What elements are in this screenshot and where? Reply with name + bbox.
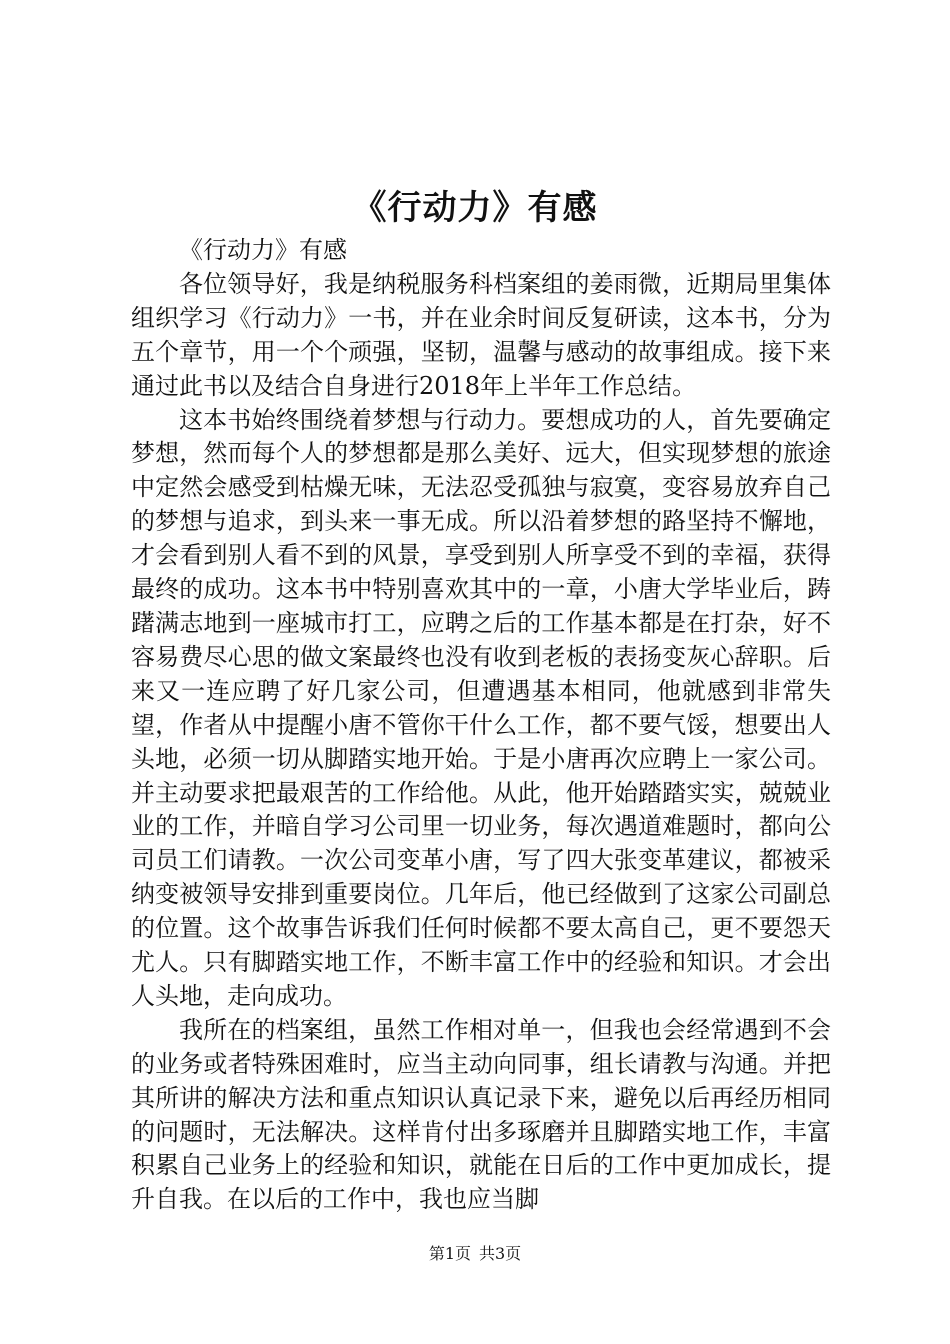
paragraph-intro: 各位领导好，我是纳税服务科档案组的姜雨微，近期局里集体组织学习《行动力》一书，并在业余时间反复研读，这本书，分为五个章节，用一个个顽强，坚韧，温馨与感动的故事组成。接下来通过此书以及结合自身进行2018年上半年工作总结。: [131, 269, 831, 400]
document-title: 《行动力》有感: [352, 188, 598, 228]
paragraph-book-summary: 这本书始终围绕着梦想与行动力。要想成功的人，首先要确定梦想，然而每个人的梦想都是那么美好、远大，但实现梦想的旅途中定然会感受到枯燥无味，无法忍受孤独与寂寞，变容易放弃自己的梦想与追求，到头来一事无成。所以沿着梦想的路坚持不懈地，才会看到别人看不到的风景，享受到别人所享受不到的幸福，获得最终的成功。这本书中特别喜欢其中的一章，小唐大学毕业后，踌躇满志地到一座城市打工，应聘之后的工作基本都是在打杂，好不容易费尽心思的做文案最终也没有收到老板的表扬变灰心辞职。后来又一连应聘了好几家公司，但遭遇基本相同，他就感到非常失望，作者从中提醒小唐不管你干什么工作，都不要气馁，想要出人头地，必须一切从脚踏实地开始。于是小唐再次应聘上一家公司。并主动要求把最艰苦的工作给他。从此，他开始踏踏实实，兢兢业业的工作，并暗自学习公司里一切业务，每次遇道难题时，都向公司员工们请教。一次公司变革小唐，写了四大张变革建议，都被采纳变被领导安排到重要岗位。几年后，他已经做到了这家公司副总的位置。这个故事告诉我们任何时候都不要太高自己，更不要怨天尤人。只有脚踏实地工作，不断丰富工作中的经验和知识。才会出人头地，走向成功。: [131, 405, 831, 1010]
paragraph-personal-work: 我所在的档案组，虽然工作相对单一，但我也会经常遇到不会的业务或者特殊困难时，应当主动向同事，组长请教与沟通。并把其所讲的解决方法和重点知识认真记录下来，避免以后再经历相同的问题时，无法解决。这样肯付出多琢磨并且脚踏实地工作，丰富积累自己业务上的经验和知识，就能在日后的工作中更加成长，提升自我。在以后的工作中，我也应当脚: [131, 1015, 831, 1214]
page-footer: [0, 1243, 950, 1265]
page-number: 第1页: [428, 1244, 471, 1263]
document-subtitle: 《行动力》有感: [179, 236, 347, 264]
page-total: 共3页: [479, 1244, 522, 1263]
document-body: [131, 234, 831, 1217]
